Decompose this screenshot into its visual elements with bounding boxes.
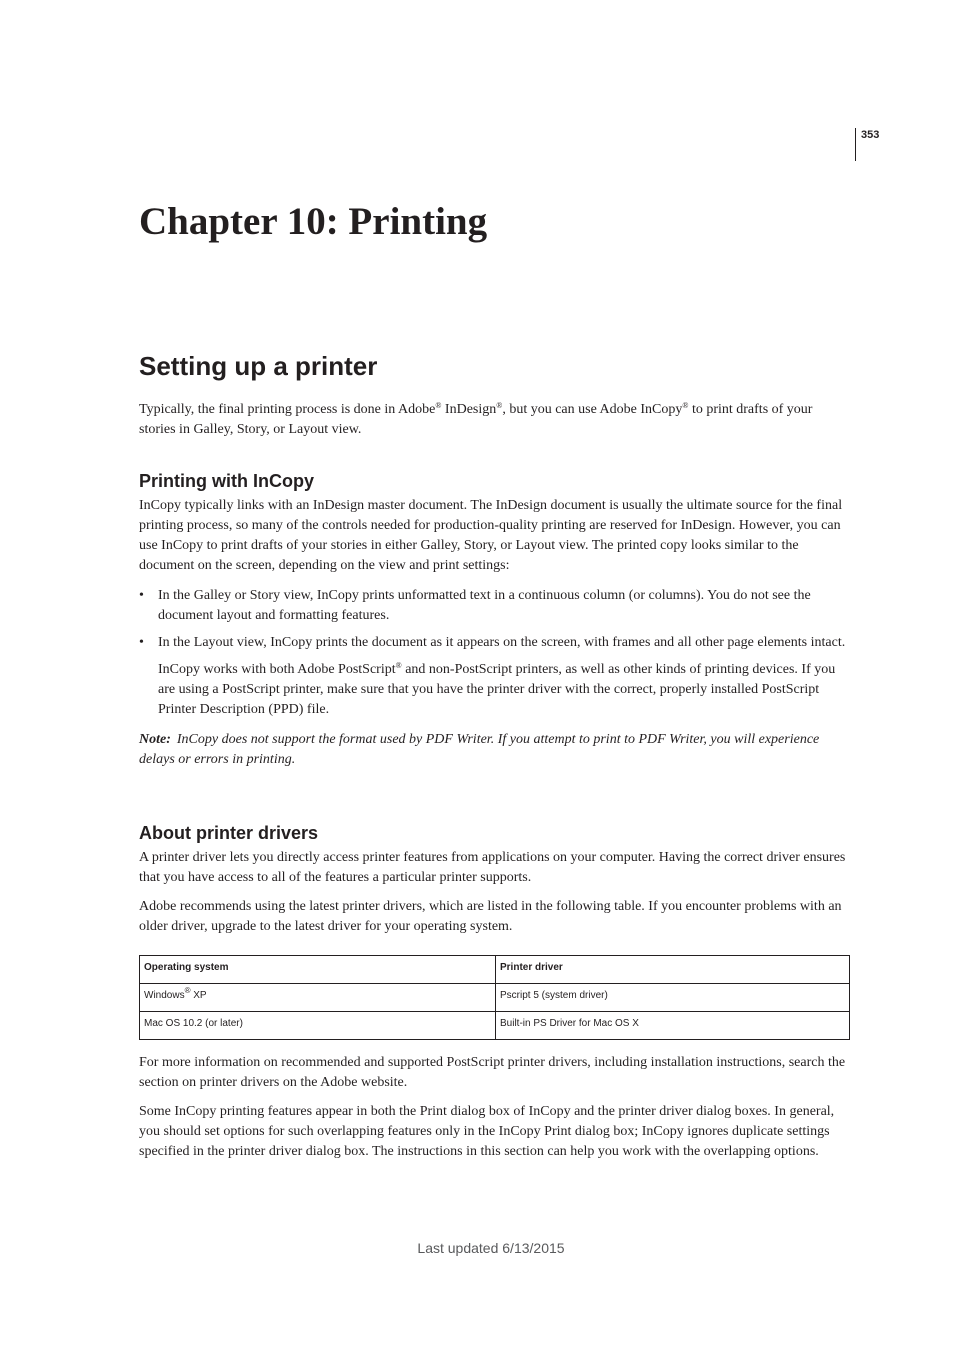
table-row — [140, 1012, 850, 1040]
list-item — [139, 586, 850, 626]
os-version: XP — [190, 990, 207, 1001]
postscript-text-1: InCopy works with both Adobe PostScript — [158, 662, 396, 677]
list-item — [139, 633, 850, 653]
table-header-row — [140, 956, 850, 984]
bullet-icon: • — [139, 588, 144, 603]
note-label: Note: — [139, 732, 171, 747]
page-number-rule — [855, 128, 856, 161]
intro-text-1: Typically, the final printing process is done in Adobe — [139, 402, 436, 417]
last-updated-footer: Last updated 6/13/2015 — [417, 1240, 565, 1256]
intro-paragraph — [139, 400, 850, 440]
list-item-text: In the Layout view, InCopy prints the document as it appears on the screen, with frames and all other page elements intact. — [158, 635, 846, 650]
registered-mark: ® — [682, 401, 689, 410]
note-text: InCopy does not support the format used by PDF Writer. If you attempt to print to PDF Writer, you will experience delays or errors in printing. — [139, 732, 820, 767]
registered-mark: ® — [395, 661, 402, 670]
note-paragraph — [139, 730, 850, 770]
registered-mark: ® — [496, 401, 503, 410]
intro-block — [139, 400, 850, 440]
printing-with-incopy-heading: Printing with InCopy — [139, 471, 314, 491]
registered-mark: ® — [184, 986, 191, 995]
bullet-icon: • — [139, 635, 144, 650]
registered-mark: ® — [435, 401, 442, 410]
printing-with-incopy-paragraph: InCopy typically links with an InDesign master document. The InDesign document is usually the ultimate source for the final printing process, so many of the controls needed for production-quality printing are reserved for InDesign. However, you can use InCopy to print drafts of your stories in either Galley, Story, or Layout view. The printed copy looks similar to the document on the screen, depending on the view and print settings: — [139, 498, 843, 573]
chapter-title: Chapter 10: Printing — [139, 200, 488, 243]
drivers-paragraph-4: Some InCopy printing features appear in both the Print dialog box of InCopy and the printer driver dialog boxes. In general, you should set options for such overlapping features only in the InCopy Print dialog box; InCopy ignores duplicate settings specified in the printer driver dialog box. The instructions in this section can help you work with the overlapping options. — [139, 1104, 835, 1159]
table-cell-os: Mac OS 10.2 (or later) — [140, 1012, 496, 1040]
about-printer-drivers-block — [139, 821, 850, 1162]
page-number: 353 — [861, 129, 880, 141]
table-cell-driver: Built-in PS Driver for Mac OS X — [496, 1012, 850, 1040]
drivers-paragraph-1: A printer driver lets you directly access printer features from applications on your computer. Having the correct driver ensures that you have access to all of the features a particular printer supports. — [139, 850, 846, 885]
table-row — [140, 984, 850, 1012]
intro-text-2: InDesign — [441, 402, 497, 417]
table-cell-driver: Pscript 5 (system driver) — [496, 984, 850, 1012]
printing-with-incopy-block — [139, 469, 850, 770]
list-item-text: In the Galley or Story view, InCopy prints unformatted text in a continuous column (or columns). You do not see the document layout and formatting features. — [158, 588, 811, 623]
printer-driver-table — [139, 955, 850, 1040]
table-header-os: Operating system — [140, 956, 496, 984]
os-name: Windows — [144, 990, 185, 1001]
drivers-paragraph-2: Adobe recommends using the latest printer drivers, which are listed in the following table. If you encounter problems with an older driver, upgrade to the latest driver for your operating system. — [139, 899, 842, 934]
postscript-paragraph — [139, 660, 850, 720]
intro-text-4: to print drafts of your stories in Galley, Story, or Layout view. — [139, 402, 813, 437]
postscript-text-2: and non-PostScript printers, as well as other kinds of printing devices. If you are using a PostScript printer, make sure that you have the printer driver with the correct, properly installed PostScript Printer Description (PPD) file. — [158, 662, 836, 717]
intro-text-3: , but you can use Adobe InCopy — [502, 402, 683, 417]
table-cell-os — [140, 984, 496, 1012]
print-view-list — [139, 586, 850, 653]
about-printer-drivers-heading: About printer drivers — [139, 823, 319, 843]
drivers-paragraph-3: For more information on recommended and supported PostScript printer drivers, including installation instructions, search the section on printer drivers on the Adobe website. — [139, 1055, 846, 1090]
section-title: Setting up a printer — [139, 351, 378, 381]
table-header-driver: Printer driver — [496, 956, 850, 984]
